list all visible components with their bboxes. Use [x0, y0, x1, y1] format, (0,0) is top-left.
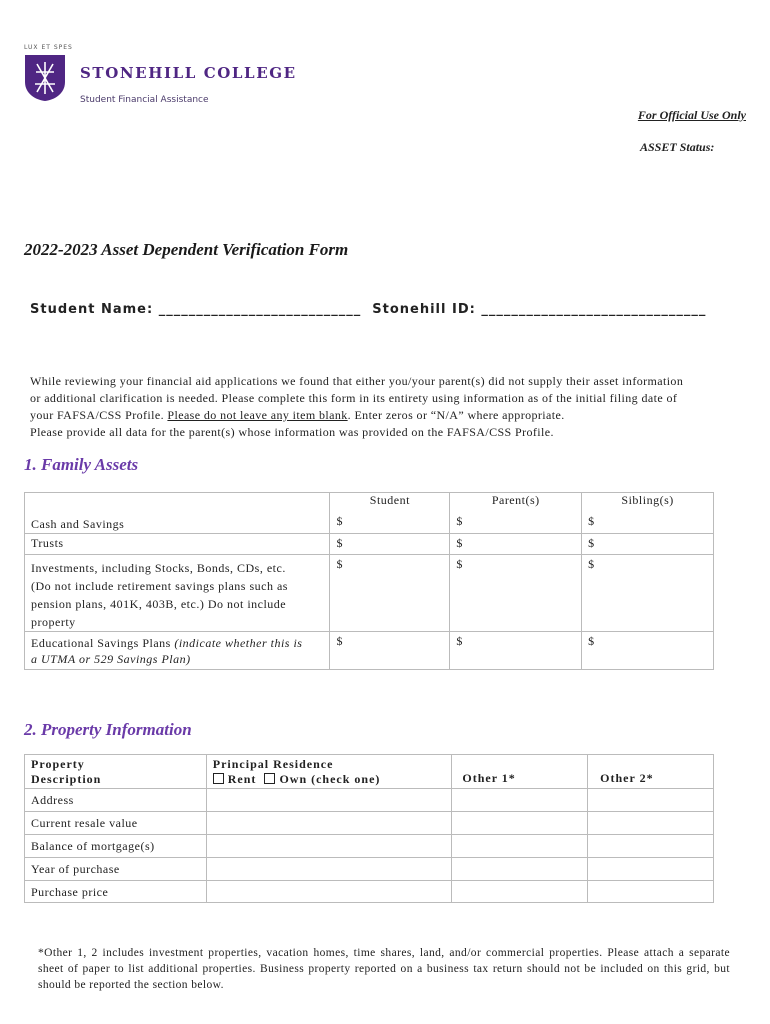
- department-name: Student Financial Assistance: [80, 95, 209, 105]
- header-property-description: Property Description: [25, 755, 207, 789]
- input-trusts-sibling[interactable]: $: [582, 534, 714, 555]
- intro-line: your FAFSA/CSS Profile. Please do not leave any item blank. Enter zeros or “N/A” where appropriate.: [30, 408, 565, 422]
- property-footnote: *Other 1, 2 includes investment properties, vacation homes, time shares, land, and/or commercial properties. Please attach a separate sheet of paper to list additional properties. Business property reported on a business tax return should not be included on this grid, but should be reported the section below.: [38, 947, 730, 991]
- section-property-title: 2. Property Information: [24, 720, 192, 739]
- header-principal-residence: Principal Residence Rent Own (check one): [206, 755, 452, 789]
- header-other1: Other 1*: [452, 755, 588, 789]
- official-use-label: For Official Use Only: [637, 108, 746, 122]
- form-title: 2022-2023 Asset Dependent Verification Form: [24, 240, 349, 259]
- row-label-trusts: Trusts: [25, 534, 330, 555]
- row-label-resale-value: Current resale value: [25, 812, 207, 835]
- input-edu-parent[interactable]: $: [450, 632, 582, 670]
- intro-line: While reviewing your financial aid applications we found that either you/your parent(s) did not supply their asset information: [30, 374, 684, 388]
- input-resale-other1[interactable]: [452, 812, 588, 835]
- input-year-principal[interactable]: [206, 858, 452, 881]
- row-label-year-purchase: Year of purchase: [25, 858, 207, 881]
- input-mortgage-other1[interactable]: [452, 835, 588, 858]
- input-investments-sibling[interactable]: $: [582, 555, 714, 632]
- input-investments-student[interactable]: $: [330, 555, 450, 632]
- input-address-other2[interactable]: [588, 789, 714, 812]
- input-price-principal[interactable]: [206, 881, 452, 903]
- section-family-assets-title: 1. Family Assets: [24, 455, 139, 474]
- row-label-address: Address: [25, 789, 207, 812]
- input-year-other2[interactable]: [588, 858, 714, 881]
- intro-line: Please provide all data for the parent(s) whose information was provided on the FAFSA/CSS Profile.: [30, 425, 554, 439]
- row-label-investments: Investments, including Stocks, Bonds, CDs, etc. (Do not include retirement savings plans such as pension plans, 401K, 403B, etc.) Do not include property: [25, 555, 330, 632]
- input-cash-sibling[interactable]: $: [582, 514, 714, 534]
- col-student: Student: [330, 493, 450, 514]
- intro-paragraph: [30, 373, 740, 441]
- property-table: [24, 754, 714, 903]
- intro-line: or additional clarification is needed. Please complete this form in its entirety using information as of the initial filing date of: [30, 391, 678, 405]
- input-edu-sibling[interactable]: $: [582, 632, 714, 670]
- input-resale-principal[interactable]: [206, 812, 452, 835]
- input-edu-student[interactable]: $: [330, 632, 450, 670]
- do-not-leave-blank-note: Please do not leave any item blank: [167, 408, 348, 422]
- family-assets-table: [24, 492, 714, 670]
- col-parents: Parent(s): [450, 493, 582, 514]
- row-label-mortgage-balance: Balance of mortgage(s): [25, 835, 207, 858]
- input-mortgage-other2[interactable]: [588, 835, 714, 858]
- asset-status-label: ASSET Status:: [640, 140, 715, 154]
- input-cash-student[interactable]: $: [330, 514, 450, 534]
- row-label-cash: Cash and Savings: [25, 514, 330, 534]
- input-mortgage-principal[interactable]: [206, 835, 452, 858]
- stonehill-id-field[interactable]: Stonehill ID: ______________________________: [372, 302, 707, 317]
- rent-checkbox[interactable]: [213, 773, 224, 784]
- logo-motto: LUX ET SPES: [24, 44, 73, 51]
- col-siblings: Sibling(s): [582, 493, 714, 514]
- college-name: STONEHILL COLLEGE: [80, 64, 297, 82]
- empty-header-cell: [25, 493, 330, 514]
- header-other2: Other 2*: [588, 755, 714, 789]
- input-cash-parent[interactable]: $: [450, 514, 582, 534]
- row-label-edu-savings: Educational Savings Plans (indicate whether this is a UTMA or 529 Savings Plan): [25, 632, 330, 670]
- input-address-other1[interactable]: [452, 789, 588, 812]
- row-label-purchase-price: Purchase price: [25, 881, 207, 903]
- input-investments-parent[interactable]: $: [450, 555, 582, 632]
- input-year-other1[interactable]: [452, 858, 588, 881]
- input-resale-other2[interactable]: [588, 812, 714, 835]
- student-name-field[interactable]: Student Name: ___________________________: [30, 302, 362, 317]
- own-checkbox[interactable]: [264, 773, 275, 784]
- student-info-line: [30, 302, 706, 317]
- input-trusts-student[interactable]: $: [330, 534, 450, 555]
- input-price-other2[interactable]: [588, 881, 714, 903]
- input-address-principal[interactable]: [206, 789, 452, 812]
- input-trusts-parent[interactable]: $: [450, 534, 582, 555]
- college-shield-logo: [24, 54, 66, 102]
- input-price-other1[interactable]: [452, 881, 588, 903]
